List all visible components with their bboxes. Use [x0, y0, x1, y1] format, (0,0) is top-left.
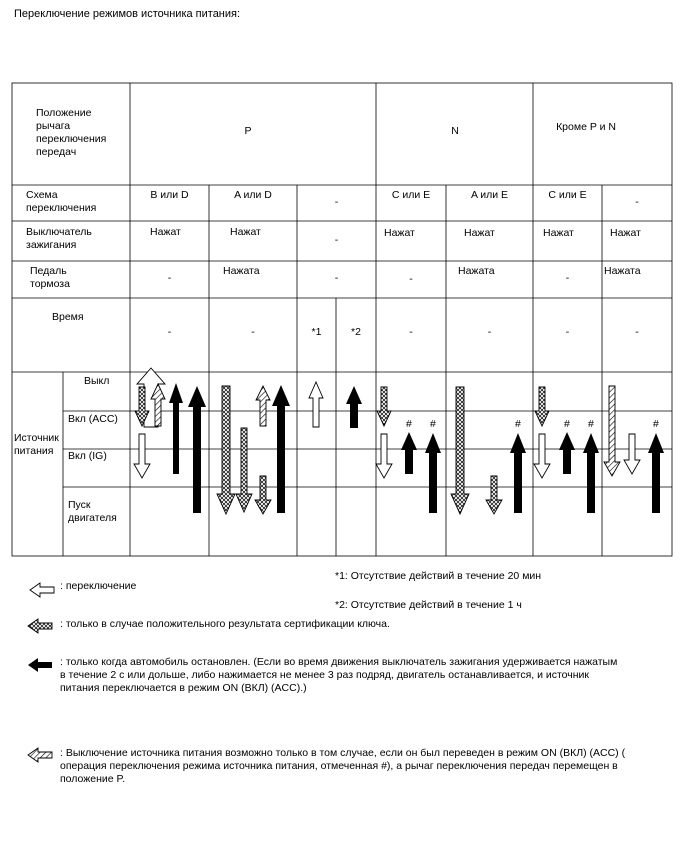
key-cert-arrow: [255, 476, 271, 514]
row-label-scheme: Схема переключения: [26, 189, 97, 214]
scheme-cell: B или D: [150, 189, 189, 201]
legend-switch: : переключение: [60, 580, 137, 592]
stopped-arrow: [559, 432, 575, 474]
time-cell: -: [409, 326, 413, 338]
hash-marker: #: [564, 418, 570, 430]
brake-cell: Нажата: [604, 265, 641, 277]
group-n: N: [451, 125, 459, 137]
legend-power-off: : Выключение источника питания возможно только в том случае, если он был переведен в режим ON (ВКЛ) (ACC) ( операция переключения режима источника питания, отмеченная #), а рычаг переключения передач перемещен в положение P.: [60, 747, 626, 785]
stopped-arrow: [169, 383, 183, 474]
switch-arrow: [624, 434, 640, 474]
stopped-arrow: [188, 386, 206, 513]
switch-arrow: [134, 434, 150, 478]
key-cert-arrow: [217, 386, 235, 514]
state-start: Пуск двигателя: [68, 499, 117, 524]
page-title: Переключение режимов источника питания:: [14, 8, 241, 20]
key-cert-arrow: [486, 476, 502, 514]
brake-cell: -: [167, 272, 172, 284]
switch-arrow: [376, 434, 392, 478]
legend-stopped-icon: [28, 658, 52, 672]
hash-marker: #: [588, 418, 594, 430]
power-off-arrow: [604, 386, 620, 476]
hash-marker: #: [430, 418, 436, 430]
switch-arrow: [534, 434, 550, 478]
ignition-cell: Нажат: [464, 227, 495, 239]
row-label-brake: Педаль тормоза: [30, 265, 70, 290]
power-off-arrow: [256, 386, 270, 426]
brake-cell: Нажата: [458, 265, 495, 277]
stopped-arrow: [346, 386, 362, 428]
time-cell: *2: [351, 326, 361, 338]
state-acc: Вкл (ACC): [68, 413, 118, 425]
legend-key-cert-icon: [28, 619, 52, 633]
legend-switch-icon: [30, 583, 54, 597]
group-other: Кроме P и N: [556, 121, 616, 133]
state-off: Выкл: [84, 375, 110, 387]
stopped-arrow: [401, 432, 417, 474]
note-1: *1: Отсутствие действий в течение 20 мин: [335, 570, 542, 582]
brake-cell: Нажата: [223, 265, 260, 277]
power-source-label: Источник питания: [14, 432, 59, 457]
ignition-cell: Нажат: [230, 226, 261, 238]
ignition-cell: Нажат: [150, 226, 181, 238]
key-cert-arrow: [236, 428, 252, 512]
scheme-cell: -: [334, 196, 339, 208]
hash-marker: #: [653, 418, 659, 430]
key-cert-arrow: [535, 387, 549, 426]
hash-marker: #: [406, 418, 412, 430]
gear-position-label: Положение рычага переключения передач: [36, 107, 107, 158]
ignition-cell: Нажат: [543, 227, 574, 239]
row-label-ignition: Выключатель зажигания: [26, 226, 92, 251]
stopped-arrow: [648, 433, 664, 513]
key-cert-arrow: [377, 387, 391, 426]
scheme-cell: A или E: [470, 189, 509, 201]
ignition-cell: Нажат: [384, 227, 415, 239]
hash-marker: #: [515, 418, 521, 430]
scheme-cell: -: [635, 196, 639, 208]
brake-cell: -: [565, 272, 570, 284]
time-cell: -: [487, 326, 492, 338]
state-ig: Вкл (IG): [68, 450, 107, 462]
scheme-cell: A или D: [234, 189, 272, 201]
note-2: *2: Отсутствие действий в течение 1 ч: [335, 599, 522, 611]
key-cert-arrow: [451, 387, 469, 514]
ignition-cell: -: [334, 234, 339, 246]
legend-stopped: : только когда автомобиль остановлен. (Если во время движения выключатель зажигания удерживается нажатым в течение 2 с или дольше, либо нажимается не менее 3 раз подряд, двигатель останавливается, и источник питания переключается в режим ON (ВКЛ) (ACC).): [60, 656, 618, 694]
scheme-cell: C или E: [548, 189, 587, 201]
stopped-arrow: [583, 433, 599, 513]
brake-cell: -: [334, 272, 339, 284]
time-cell: -: [635, 326, 639, 338]
legend-key-cert: : только в случае положительного результата сертификации ключа.: [60, 618, 390, 630]
legend-power-off-icon: [28, 748, 52, 762]
row-label-time: Время: [52, 311, 84, 323]
scheme-cell: C или E: [391, 189, 431, 201]
brake-cell: -: [409, 273, 413, 285]
ignition-cell: Нажат: [610, 227, 641, 239]
stopped-arrow: [510, 433, 526, 513]
time-cell: -: [251, 326, 255, 338]
time-cell: -: [167, 326, 172, 338]
time-cell: -: [565, 326, 570, 338]
stopped-arrow: [425, 433, 441, 513]
switch-arrow: [309, 382, 323, 427]
time-cell: *1: [311, 326, 322, 338]
group-p: P: [244, 125, 252, 137]
